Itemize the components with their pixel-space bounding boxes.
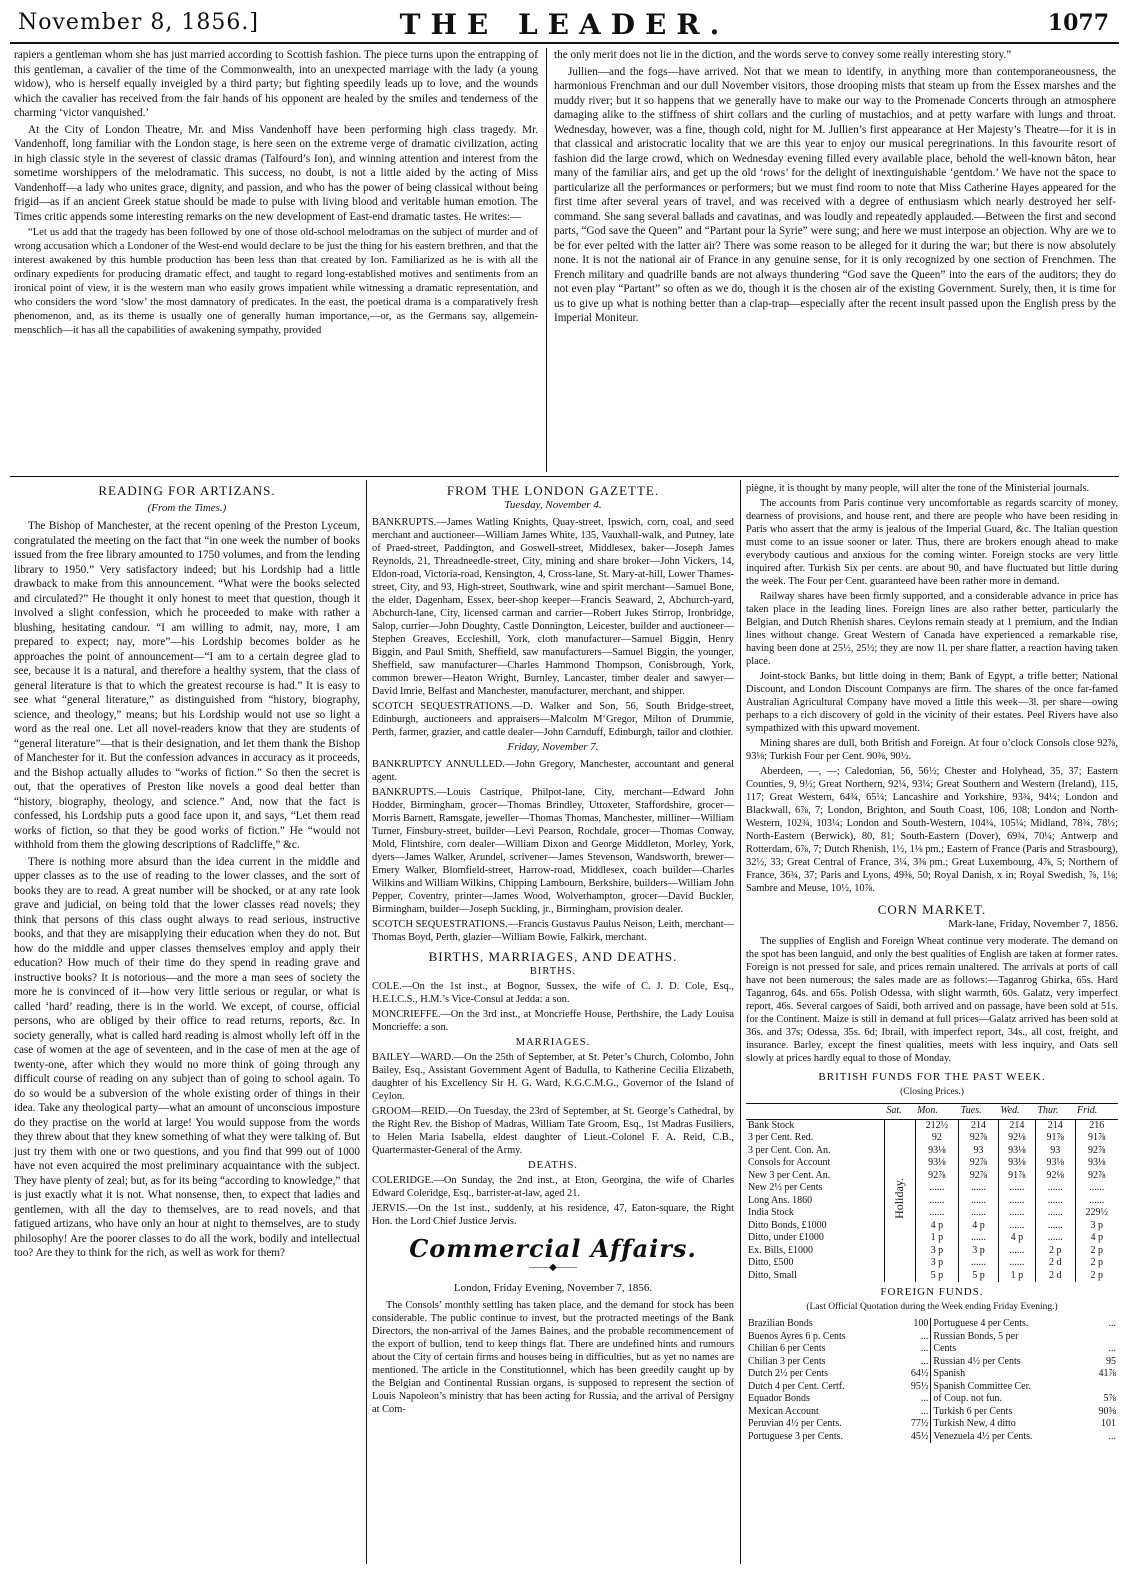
masthead	[10, 6, 1119, 44]
fund-price-fri: 92⅞	[1075, 1145, 1118, 1158]
funds-row	[746, 1145, 1118, 1158]
foreign-name-right: Turkish 6 per Cents	[933, 1405, 1013, 1417]
fund-name: Consols for Account	[748, 1157, 831, 1168]
column-divider-1	[366, 480, 367, 1564]
reading-source: (From the Times.)	[147, 501, 227, 514]
foreign-name-right: Portuguese 4 per Cents.	[933, 1318, 1029, 1329]
funds-row	[746, 1182, 1118, 1195]
corn-paragraph: The supplies of English and Foreign Wheat continue very moderate. The demand on the spot has been languid, and only the best qualities of English are taken at former rates. Foreign is not pressed for sale, and prices remain unaltered. The arrivals at ports of call have not been numerous; the sales made are as follows:—Taganrog Ghirka, 65s. Hard Taganrog, 64s. and 65s. Polish Odessa, with slight warmth, 60s. Galatz, very imperfect report, 46s. Several cargoes of Saidi, both arrived and on passage, have been sold at 51s. for the Continent. Maize is still in demand at full prices—Galatz arrived has been sold at 36s. and 37s; Odessa, 35s. 6d; Ibrail, with imperfect report, 34s., all cost, freight, and insurance. Barley, except the finest qualities, meets with less inquiry, and Oats sell slowly at prices hardly equal to those of Monday.	[746, 936, 1118, 1064]
fund-name: Ditto, under £1000	[748, 1232, 824, 1243]
corn-heading: CORN MARKET.	[877, 902, 987, 917]
top-right-column	[554, 48, 1116, 470]
fund-price-wed: ......	[998, 1182, 1035, 1195]
british-funds-table	[746, 1103, 1118, 1282]
times-quote: “Let us add that the tragedy has been followed by one of those old-school melodramas on the subject of murder and of wrong accusation which a Londoner of the West-end would declare to be just the thing for his eastern brethren, and that the interest awakened by this humble production has been less than that created by Ion. Familiarized as he is with all the ordinary expedients for producing dramatic effect, and taught to regard long-established motives and sentiments from an ironical point of view, it is the western man who easily grows impatient while witnessing a dramatic representation, and who considers the word ‘slow’ the most damnatory of predicates. In the east, the poetical drama is a comparatively fresh phenomenon, and, as its theme is usually one of generally human importance,—or, as the Germans say, allgemein-menschlich—it has all the capabilities of awakening sympathy, provided	[14, 227, 538, 336]
foreign-value-right: 5⅞	[1103, 1393, 1116, 1404]
theatre-paragraph-2: At the City of London Theatre, Mr. and Miss Vandenhoff have been performing high class tragedy. Mr. Vandenhoff, long familiar with the London stage, is here seen on the extreme verge of dramatic civilization, acting in high classic style in the severest of classic dramas (Talfourd’s Ion), and winning attention and interest from the sometime worshippers of the melodramatic. This success, no doubt, is not a little aided by the acting of Miss Vandenhoff—a lady who unites grace, dignity, and passion, and who has the power of being classical without being frigid—as if an ancient Greek statue should be made to pulse with living blood and veritable human emotion. The Times critic appends some interesting remarks on the new development of East-end dramatic tastes. He writes:—	[14, 123, 538, 223]
railway-quotes: Aberdeen, —, —; Caledonian, 56, 56½; Chester and Holyhead, 35, 37; Eastern Counties, 9, 9½; Great Northern, 92¼, 93¼; Great Southern and Western (Ireland), 115, 117; Great Western, 64¾, 65¼; Lancashire and Yorkshire, 93¾, 94¼; London and Blackwall, 6⅞, 7; London, Brighton, and South Coast, 106, 108; London and North-Western, 102¾, 103¼; London and South-Western, 104¼, 105¼; Midland, 78¾, 78½; North-Eastern (Berwick), 80, 81; South-Eastern (Dover), 69¾, 70¼; Antwerp and Rotterdam, 6⅞, 7; Dutch Rhenish, 1½, 1⅛ pm.; Eastern of France (Paris and Strasbourg), 32½, 33; Great Central of France, 3¼, 3⅜ pm.; Great Luxembourg, 4⅞, 5; Northern of France, 36¾, 37; Paris and Lyons, 49⅜, 50; Royal Danish, x in; Royal Swedish, ⅞, 1⅛; Sambre and Meuse, 10½, 10⅞.	[746, 766, 1118, 894]
foreign-name-left: Buenos Ayres 6 p. Cents	[748, 1330, 846, 1342]
markets-paragraph-2: The accounts from Paris continue very uncomfortable as regards scarcity of money, dearness of provisions, and house rent, and there are people who have been residing in Paris who assert that the army is jealous of the Imperial Guard, &c. The Italian question must come to an issue sooner or later. Thus, there are brokers enough ahead to make everybody cautious and anxious for the coming winter. Foreign stocks are very little inquired after. Turkish Six per cents. are about 90, and have fluctuated but little during the week. The Four per Cent. guaranteed have been rather more in demand.	[746, 498, 1118, 587]
foreign-value-left: ...	[898, 1331, 931, 1344]
british-funds-body	[746, 1119, 1118, 1282]
foreign-value-left: 45½	[898, 1431, 931, 1444]
foreign-name-left: Peruvian 4½ per Cents.	[748, 1418, 842, 1429]
ornament-divider: ——◆——	[529, 1262, 577, 1273]
funds-day-tue: Tues.	[959, 1104, 999, 1120]
funds-row	[746, 1232, 1118, 1245]
foreign-row	[746, 1368, 1118, 1381]
corn-dateline: Mark-lane, Friday, November 7, 1856.	[948, 918, 1118, 930]
funds-row	[746, 1119, 1118, 1132]
fund-price-fri: 2 p	[1075, 1270, 1118, 1283]
gazette-bankrupts-1: BANKRUPTS.—James Watling Knights, Quay-street, Ipswich, corn, coal, and seed merchant and auctioneer—William James White, 135, Vauxhall-walk, and Putney, late of Praed-street, Paddington, and Goswell-street, Middlesex, baker—Joseph James Reynolds, 21, Threadneedle-street, City, mining and share broker—John Vickers, 14, Eldon-road, Victoria-road, Kensington, 4, Cross-lane, St. Mary-at-hill, Lower Thames-street, City, and 93, High-street, Southwark, wine and spirit merchant—Samuel Bone, the elder, Dagenham, Essex, beer-shop keeper—Francis Seaward, 2, Abchurch-yard, Abchurch-lane, City, licensed carman and carrier—Robert Jukes Stirrop, Ironbridge, Salop, currier—John Doughty, Castle Donnington, Leicester, builder and auctioneer—Stephen Greaves, Eccleshill, York, cloth manufacturer—Samuel Biggin, Henry Biggin, and Paul Smith, Sheffield, saw manufacturers—Samuel Biggin, the younger, Sheffield, saw manufacturer—Charles Hammond Thompson, Conisbrough, York, common brewer—Heaton Wright, Burnley, Lancaster, timber dealer and sawyer—David Imrie, Belfast and Manchester, manufacturer, merchant, and shipper.	[372, 517, 734, 697]
fund-price-mon: ......	[915, 1207, 959, 1220]
fund-price-thu: ......	[1035, 1232, 1075, 1245]
funds-row	[746, 1157, 1118, 1170]
reading-column	[14, 482, 360, 1564]
fund-name: India Stock	[748, 1207, 794, 1218]
fund-price-wed: ......	[998, 1195, 1035, 1208]
gazette-scotch-1: SCOTCH SEQUESTRATIONS.—D. Walker and Son, 56, South Bridge-street, Edinburgh, auctioneers and appraisers—Malcolm M‘Gregor, Milton of Drummie, Perth, farmer, grazier, and cattle dealer—John Carnduff, Edinburgh, tailor and clothier.	[372, 701, 734, 738]
foreign-funds-body	[746, 1318, 1118, 1443]
foreign-value-right: ...	[1108, 1343, 1116, 1354]
section-divider	[10, 476, 1119, 477]
foreign-name-right: Venezuela 4½ per Cents.	[933, 1430, 1033, 1442]
fund-name: New 3 per Cent. An.	[748, 1169, 831, 1181]
foreign-name-right: Spanish Committee Cer.	[933, 1380, 1031, 1392]
issue-date: November 8, 1856.]	[18, 10, 259, 35]
markets-paragraph-4: Joint-stock Banks, but little doing in them; Bank of Egypt, a trifle better; National Discount, and London Discount Companys are firm. The shares of the once far-famed Australian Agricultural Company have moved a little this week—3l. per share—owing perhaps to a rich discovery of gold in the vicinity of their estates. Peel Rivers have also sympathized with this upward movement.	[746, 671, 1118, 734]
foreign-name-right: Cents	[933, 1343, 957, 1354]
fund-price-thu: 92⅛	[1035, 1170, 1075, 1183]
funds-row	[746, 1207, 1118, 1220]
foreign-value-left: 95½	[898, 1381, 931, 1394]
fund-name: 3 per Cent. Con. An.	[748, 1144, 831, 1156]
top-column-divider	[546, 48, 547, 472]
foreign-row	[746, 1343, 1118, 1356]
holiday-label: Holiday.	[892, 1178, 907, 1219]
fund-price-wed: ......	[998, 1245, 1035, 1258]
foreign-value-left: ...	[898, 1406, 931, 1419]
fund-price-thu: ......	[1035, 1195, 1075, 1208]
fund-price-mon: ......	[915, 1195, 959, 1208]
jullien-paragraph-1: the only merit does not lie in the diction, and the words serve to convey some really interesting story.”	[554, 49, 1012, 61]
gazette-bankrupts-2: BANKRUPTS.—Louis Castrique, Philpot-lane, City, merchant—Edward John Hodder, Birmingham, grocer—Thomas Brindley, Uttoxeter, Staffordshire, grocer—Morris Barnett, Ramsgate, jeweller—Thomas Thomas, Manchester, milliner—William Turner, Finsbury-street, builder—Levi Pearson, Rochdale, grocer—Thomas Conway, Mold, Flintshire, corn dealer—William Dixon and George Middleton, Morley, York, dyers—James Walker, Arundel, scrivener—James Stevenson, Wandsworth, brewer—Emery Walker, Blomfield-street, Harrow-road, Middlesex, coach builder—Charles Wilkins and William Wilkins, Chipping Lambourn, Berkshire, builders—William John Pepper, Coventry, printer—James Wood, Wolverhampton, grocer—David Buckler, Birmingham, builder—Joseph Suckling, jr., Birmingham, provision dealer.	[372, 787, 734, 915]
newspaper-title: THE LEADER.	[399, 8, 730, 41]
fund-price-mon: 212½	[915, 1119, 959, 1132]
foreign-name-left: Dutch 2½ per Cents	[748, 1368, 828, 1379]
reading-heading: READING FOR ARTIZANS.	[98, 483, 276, 498]
gazette-annulled: BANKRUPTCY ANNULLED.—John Gregory, Manchester, accountant and general agent.	[372, 759, 734, 783]
foreign-value-right	[1086, 1381, 1118, 1394]
foreign-value-left: 77½	[898, 1418, 931, 1431]
commercial-dateline: London, Friday Evening, November 7, 1856.	[453, 1282, 653, 1294]
fund-price-mon: 5 p	[915, 1270, 959, 1283]
marriage-entry-bailey: BAILEY—WARD.—On the 25th of September, at St. Peter’s Church, Colombo, John Bailey, Esq., Assistant Government Agent of Badulla, to Katherine Cecilia Elizabeth, daughter of his Excellency Sir H. G. Ward, K.G.C.M.G., Governor of the Island of Ceylon.	[372, 1052, 734, 1102]
foreign-value-right: 95	[1106, 1355, 1116, 1367]
fund-price-fri: 2 p	[1075, 1257, 1118, 1270]
fund-price-tue: ......	[959, 1257, 999, 1270]
funds-row	[746, 1220, 1118, 1233]
birth-entry-moncrieffe: MONCRIEFFE.—On the 3rd inst., at Moncrieffe House, Perthshire, the Lady Louisa Moncrieffe: a son.	[372, 1009, 734, 1033]
fund-price-mon: ......	[915, 1182, 959, 1195]
fund-name: Bank Stock	[748, 1119, 795, 1131]
foreign-name-left: Brazilian Bonds	[748, 1318, 813, 1329]
fund-price-wed: 93⅛	[998, 1157, 1035, 1170]
fund-price-wed: 1 p	[998, 1270, 1035, 1283]
british-funds-subheading: (Closing Prices.)	[900, 1087, 964, 1097]
death-entry-jervis: JERVIS.—On the 1st inst., suddenly, at his residence, 47, Eaton-square, the Right Hon. the Lord Chief Justice Jervis.	[372, 1203, 734, 1227]
foreign-row	[746, 1393, 1118, 1406]
british-funds-heading: BRITISH FUNDS FOR THE PAST WEEK.	[818, 1071, 1046, 1083]
foreign-name-right: of Coup. not fun.	[933, 1393, 1003, 1404]
gazette-date-tuesday: Tuesday, November 4.	[504, 499, 602, 511]
fund-price-tue: 93	[959, 1145, 999, 1158]
foreign-value-right: 90⅜	[1098, 1405, 1116, 1417]
fund-price-fri: 3 p	[1075, 1220, 1118, 1233]
markets-paragraph-1: piègne, it is thought by many people, will alter the tone of the Ministerial journals.	[746, 483, 1090, 494]
gazette-column	[372, 482, 734, 1564]
fund-price-thu: ......	[1035, 1182, 1075, 1195]
foreign-value-right: 41⅞	[1098, 1368, 1116, 1379]
fund-price-thu: 2 d	[1035, 1270, 1075, 1283]
fund-name: Ditto, £500	[748, 1257, 794, 1268]
foreign-value-right	[1086, 1331, 1118, 1344]
foreign-name-left: Chilian 6 per Cents	[748, 1343, 826, 1354]
fund-price-wed: ......	[998, 1257, 1035, 1270]
markets-paragraph-5: Mining shares are dull, both British and Foreign. At four o’clock Consols close 92⅞, 93⅛; Turkish Four per Cent. 90⅜, 90½.	[746, 738, 1118, 762]
fund-price-wed: ......	[998, 1220, 1035, 1233]
fund-price-fri: 93⅛	[1075, 1157, 1118, 1170]
foreign-value-right: ...	[1108, 1318, 1116, 1329]
fund-price-thu: ......	[1035, 1207, 1075, 1220]
foreign-funds-subheading: (Last Official Quotation during the Week ending Friday Evening.)	[806, 1302, 1058, 1312]
fund-price-mon: 4 p	[915, 1220, 959, 1233]
fund-price-thu: ......	[1035, 1220, 1075, 1233]
funds-name-header	[746, 1104, 884, 1120]
foreign-row	[746, 1406, 1118, 1419]
birth-entry-cole: COLE.—On the 1st inst., at Bognor, Sussex, the wife of C. J. D. Cole, Esq., H.E.I.C.S., H.M.’s Vice-Consul at Jedda: a son.	[372, 981, 734, 1005]
funds-day-wed: Wed.	[998, 1104, 1035, 1120]
foreign-name-right: Russian 4½ per Cents	[933, 1355, 1021, 1367]
marriages-label: MARRIAGES.	[515, 1037, 591, 1048]
funds-row	[746, 1270, 1118, 1283]
fund-name: Ditto Bonds, £1000	[748, 1219, 827, 1231]
fund-price-fri: 91⅞	[1075, 1132, 1118, 1145]
foreign-funds-table	[746, 1318, 1118, 1443]
fund-price-wed: 4 p	[998, 1232, 1035, 1245]
fund-price-tue: 92⅞	[959, 1132, 999, 1145]
fund-name: Ex. Bills, £1000	[748, 1244, 814, 1256]
fund-price-fri: ......	[1075, 1182, 1118, 1195]
fund-price-fri: 2 p	[1075, 1245, 1118, 1258]
fund-price-fri: ......	[1075, 1195, 1118, 1208]
fund-price-wed: 91⅞	[998, 1170, 1035, 1183]
fund-price-mon: 92	[915, 1132, 959, 1145]
foreign-name-right: Russian Bonds, 5 per	[933, 1330, 1019, 1342]
foreign-row	[746, 1356, 1118, 1369]
markets-paragraph-3: Railway shares have been firmly supported, and a considerable advance in price has taken place in the leading lines. Foreign lines are also rather better, particularly the Belgian, and Dutch Rhenish shares. Ceylons remain steady at 1 premium, and the Indian lines without change. Great Western of Canada have experienced a remarkable rise, having been done at 25½, 25½; they are now 1l. per share flatter, a reaction having taken place.	[746, 591, 1118, 667]
fund-price-wed: 214	[998, 1119, 1035, 1132]
theatre-paragraph-1: rapiers a gentleman whom she has just married according to Scottish fashion. The piece turns upon the entrapping of this gentleman, a cavalier of the time of the Commonwealth, into an unexpected marriage with the lady (a young widow), who is herself equally inveigled by a third party; but fighting speedily leads up to love, and the wounds which the cavalier has received from the fair hands of his opponent are healed by the smiles and tenderness of the charming ‘victor vanquished.’	[14, 49, 538, 119]
fund-price-mon: 3 p	[915, 1257, 959, 1270]
fund-name: 3 per Cent. Red.	[748, 1132, 814, 1143]
foreign-value-left: ...	[898, 1356, 931, 1369]
marriage-entry-groom: GROOM—REID.—On Tuesday, the 23rd of September, at St. George’s Cathedral, by the Right Rev. the Bishop of Madras, William Tate Groom, Esq., 1st Madras Fusiliers, to Helen Maria Isabella, eldest daughter of Lieut.-Colonel F. A. Reid, C.B., Quartermaster-General of the Army.	[372, 1106, 734, 1156]
gazette-heading: FROM THE LONDON GAZETTE.	[446, 483, 660, 498]
gazette-scotch-2: SCOTCH SEQUESTRATIONS.—Francis Gustavus Paulus Neison, Leith, merchant—Thomas Boyd, Perth, glazier—William Bowie, Falkirk, merchant.	[372, 919, 734, 943]
fund-price-fri: 92⅞	[1075, 1170, 1118, 1183]
foreign-value-right: 101	[1101, 1418, 1116, 1429]
fund-price-tue: ......	[959, 1207, 999, 1220]
fund-name: Ditto, Small	[748, 1269, 797, 1281]
foreign-name-right: Spanish	[933, 1368, 966, 1379]
reading-paragraph-1: The Bishop of Manchester, at the recent opening of the Preston Lyceum, congratulated the meeting on the fact that “in one week the number of books issued from the free library amounted to 1750 volumes, and from the lending library to 1950.” Very satisfactory indeed; but his Lordship had a little drawback to make from this announcement. “What were the books selected and circulated?” He thought it only honest to meet that question, though it involved a slight confession, which he proceeded to make with rather a blushing, hesitating candour. “I am willing to admit, nay, more, I am prepared to expect; nay, more”—his Lordship becomes bolder as he approaches the point of announcement—“I am to a certain degree glad to see, because it is a natural, and therefore a healthy system, that the class of general literature is that to which the greatest recourse is had.” It is easy to see what “general literature,” as distinguished from “history, biography, science, and theology,” means; but his Lordship would not use so light a word as the real one. Let all novel-readers know that they are students of “general literature”—that is their designation, and let them thank the Bishop of Manchester for it. But the confession advances in accuracy as it proceeds, and the Bishop actually alludes to “works of fiction.” So then the secret is out, that the operatives of Preston like novels a good deal better than “history, biography, theology, and science.” And, now that the fact is confessed, his Lordship puts a good face upon it, and says, “Let them read works of fiction, so that they be good works of fiction.” He “would not withhold from them the glowing descriptions of Radcliffe,” &c.	[14, 520, 360, 851]
births-label: BIRTHS.	[529, 966, 577, 977]
deaths-label: DEATHS.	[528, 1160, 578, 1171]
fund-price-mon: 1 p	[915, 1232, 959, 1245]
fund-price-thu: 91⅞	[1035, 1132, 1075, 1145]
foreign-row	[746, 1418, 1118, 1431]
fund-price-mon: 92⅞	[915, 1170, 959, 1183]
foreign-row	[746, 1381, 1118, 1394]
fund-price-thu: 2 p	[1035, 1245, 1075, 1258]
fund-price-wed: 92⅛	[998, 1132, 1035, 1145]
fund-price-tue: 92⅞	[959, 1170, 999, 1183]
commercial-heading: Commercial Affairs.	[409, 1234, 697, 1263]
fund-price-thu: 214	[1035, 1119, 1075, 1132]
death-entry-coleridge: COLERIDGE.—On Sunday, the 2nd inst., at Eton, Georgina, the wife of Charles Edward Coleridge, Esq., barrister-at-law, aged 21.	[372, 1175, 734, 1199]
foreign-value-left: 100	[898, 1318, 931, 1331]
fund-price-tue: ......	[959, 1182, 999, 1195]
fund-price-tue: 5 p	[959, 1270, 999, 1283]
foreign-name-right: Turkish New, 4 ditto	[933, 1418, 1016, 1429]
reading-paragraph-2: There is nothing more absurd than the idea current in the middle and upper classes as to the use of reading to the lower classes, and the sort of books they are to read. A great number will be shocked, or at any rate look grave and judicial, on being told that the lower classes read novels; they think that persons of this class ought always to read serious, instructive books, and that they are misapplying their education when they do not. But how do the middle and upper classes themselves employ and apply their education? How much of their time do they spend in reading grave and instructive books? It is notorious—and the more a man sees of society the more he is convinced of it—how very little serious or regular, or what is called ‘hard’ reading, there is in the world. We except, of course, official persons, who are obliged by their office to read returns, reports, &c. In society generally, what is called hard reading is almost wholly left off in the case of women at the age of seventeen, and in the case of men at the age of twenty-one, after which they would no more think of going through any difficult course of reading on any subject than of going to school again. To do so would be a subversion of the whole existing order of things in their idea. Take any theological party—what an amount of unconscious imposture do they practise on the world at large! You would suppose from the words they threw about that they knew something of what they were talking of. But just try them with one or two questions, and you find that 999 out of 1000 have not even acquired the most preliminary acquaintance with the subject. They have plenty of zeal; but, as for its being “according to knowledge,” that is just exactly what it is not. What nonsense, then, to expect that ladies and gentlemen, with all the day to themselves, are to read novels, and that fatigued artizans, who have only an hour at night to themselves, are to study philosophy! Are the poorer classes to do all the work, bodily and intellectual too? Are they to think for the rich, as well as work for them?	[14, 855, 360, 1259]
fund-price-mon: 3 p	[915, 1245, 959, 1258]
funds-row	[746, 1257, 1118, 1270]
holiday-cell	[884, 1119, 915, 1282]
fund-name: Long Ans. 1860	[748, 1194, 813, 1206]
funds-row	[746, 1170, 1118, 1183]
foreign-value-left: ...	[898, 1343, 931, 1356]
fund-price-fri: 229½	[1075, 1207, 1118, 1220]
fund-price-fri: 216	[1075, 1119, 1118, 1132]
gazette-date-friday: Friday, November 7.	[507, 741, 599, 753]
foreign-row	[746, 1331, 1118, 1344]
fund-price-thu: 2 d	[1035, 1257, 1075, 1270]
funds-day-thu: Thur.	[1035, 1104, 1075, 1120]
foreign-funds-heading: FOREIGN FUNDS.	[880, 1286, 984, 1298]
fund-price-tue: 4 p	[959, 1220, 999, 1233]
fund-price-tue: ......	[959, 1232, 999, 1245]
funds-day-sat: Sat.	[884, 1104, 915, 1120]
births-heading: BIRTHS, MARRIAGES, AND DEATHS.	[428, 949, 678, 964]
funds-row	[746, 1195, 1118, 1208]
funds-row	[746, 1132, 1118, 1145]
fund-price-tue: 3 p	[959, 1245, 999, 1258]
foreign-name-left: Chilian 3 per Cents	[748, 1355, 826, 1367]
fund-price-wed: 93⅛	[998, 1145, 1035, 1158]
jullien-paragraph-2: Jullien—and the fogs—have arrived. Not that we mean to identify, in anything more than contemporaneousness, the harmonious Frenchman and our dull November visitors, those drooping mists that steam up from the Essex marshes and the muddy river; but it so happens that we generally have to make our way to the Promenade Concerts through an atmosphere damaging alike to the stiffness of shirt collars and the curling of mustachios, and at petty warfare with lungs and throat. Wednesday, however, was a fine, though cold, night for M. Jullien’s first appearance at Her Majesty’s Theatre—for it is in that classical and aristocratic locality that we are this year to enjoy our musical peregrinations. In this favourite resort of fashion did the large crowd, which on Wednesday evening filled every available place, behold the well-known bâton, hear many of the familiar airs, and get up the old ‘rows’ for the delight of inextinguishable ‘gentdom.’ We have not the space to particularize all the performances or performers; but we must find room to note that Miss Catherine Hayes appeared for the first time after several years of travel, and was received with a degree of enthusiasm which nearly destroyed her self-command. She sang several ballads and cavatinas, and was loudly and repeatedly applauded.—Between the first and second parts, “God save the Queen” and “Partant pour la Syrie” were sung; and here we must interpose an objection. Why are we to be for ever pelted with the latter air? There was some reason to be alleged for it during the war; but there is now absolutely none. It is not the national air of France in any genuine sense, for it is only recognized by one section of Frenchmen. The French military and quadrille bands are not always thundering “God save the Queen” into the ears of the auditors; they do not even play “Partant” so often as we do, though it is the chosen air of the existing Government. Surely, then, it is time for us to give up what is nothing better than a clap-trap—especially after the recent insult passed upon the English press by the Imperial Moniteur.	[554, 65, 1116, 324]
fund-price-thu: 93	[1035, 1145, 1075, 1158]
foreign-name-left: Portuguese 3 per Cents.	[748, 1430, 843, 1442]
commercial-paragraph-1: The Consols’ monthly settling has taken place, and the demand for stock has been considerable. The public continue to invest, but the protracted meetings of the Bank Directors, the non-arrival of the James Baines, and the probable recommencement of the export of bullion, tend to keep things flat. There are undefined hints and rumours about the City of certain firms and houses being in difficulties, but as yet no names are mentioned. The article in the Constitutionnel, which has been greedily caught up by the Belgian and Continental Russian organs, is supposed to represent the section of Louis Napoleon’s ministry that has been acting for Russia, and the arrival of Persigny at Com-	[372, 1300, 734, 1415]
foreign-value-left: 64½	[898, 1368, 931, 1381]
funds-day-fri: Frid.	[1075, 1104, 1118, 1120]
foreign-value-right: ...	[1108, 1430, 1116, 1442]
fund-price-tue: ......	[959, 1195, 999, 1208]
foreign-name-left: Dutch 4 per Cent. Certf.	[748, 1380, 845, 1392]
fund-price-mon: 93⅛	[915, 1145, 959, 1158]
fund-price-wed: ......	[998, 1207, 1035, 1220]
foreign-name-left: Mexican Account	[748, 1405, 819, 1417]
funds-day-mon: Mon.	[915, 1104, 959, 1120]
foreign-row	[746, 1318, 1118, 1331]
page-number: 1077	[1047, 10, 1109, 36]
column-divider-2	[740, 480, 741, 1564]
fund-price-thu: 93⅛	[1035, 1157, 1075, 1170]
fund-price-tue: 92⅞	[959, 1157, 999, 1170]
funds-row	[746, 1245, 1118, 1258]
top-left-column	[14, 48, 538, 470]
fund-price-fri: 4 p	[1075, 1232, 1118, 1245]
fund-price-mon: 93⅛	[915, 1157, 959, 1170]
foreign-row	[746, 1431, 1118, 1444]
fund-price-tue: 214	[959, 1119, 999, 1132]
foreign-value-left: ...	[898, 1393, 931, 1406]
fund-name: New 2½ per Cents	[748, 1182, 823, 1193]
foreign-name-left: Equador Bonds	[748, 1393, 810, 1404]
markets-column	[746, 482, 1118, 1564]
